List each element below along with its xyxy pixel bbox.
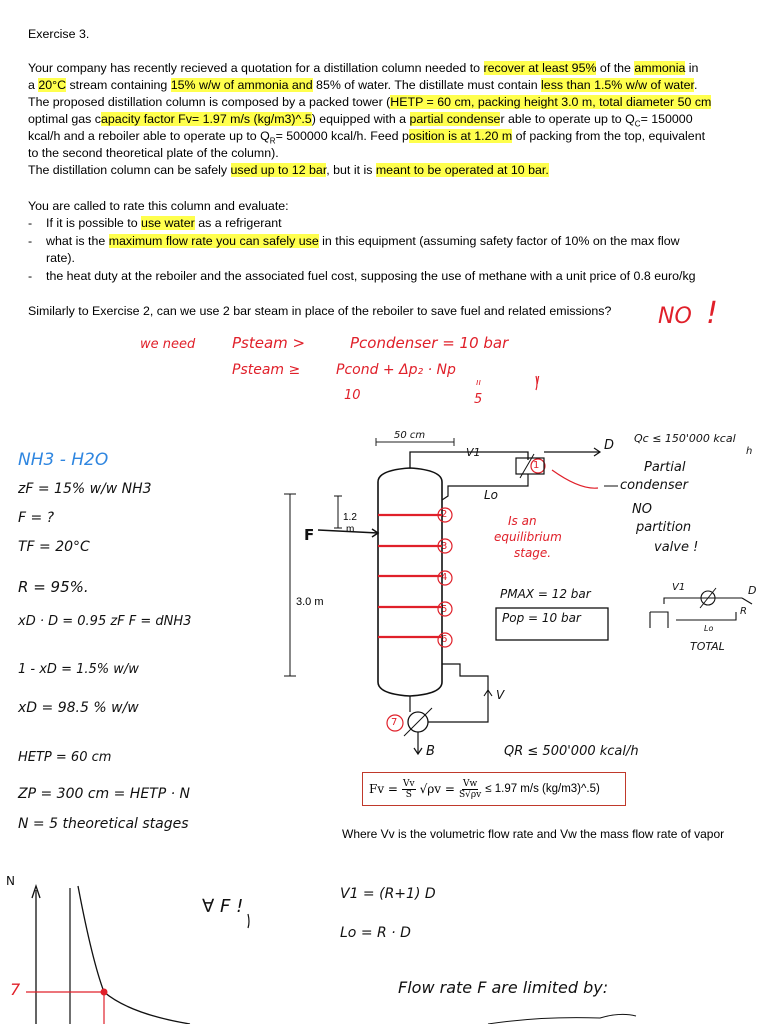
vapour-return-line <box>428 664 488 722</box>
para1-line6: to the second theoretical plate of the column). <box>28 146 279 160</box>
qc-limit: Qc ≤ 150'000 kcal <box>634 432 736 445</box>
para1-line4: optimal gas capacity factor Fv= 1.97 m/s (kg/m3)^.5) equipped with a partial condenser able to operate up to $Q_C= 150000$ <box>28 112 693 129</box>
valve-stem <box>700 588 716 608</box>
equilibrium-note-1: Is an <box>508 514 537 528</box>
bullet-2-cont: rate). <box>46 251 75 265</box>
bottoms-arrow <box>414 748 422 754</box>
fraction-vv-s: $\frac{Vv}{S}$ <box>402 778 415 800</box>
system-label: NH3 - H2O <box>18 450 109 470</box>
xd-value: xD = 98.5 % w/w <box>18 700 139 716</box>
stage-2-number: 2 <box>441 509 448 520</box>
qr-limit: QR ≤ 500'000 kcal/h <box>504 744 639 759</box>
fraction-vw: $\frac{Vw}{S√\rho v}$ <box>458 778 482 800</box>
vapor-label: V <box>496 688 505 702</box>
for-all-mark <box>248 914 249 928</box>
distillate-arrow <box>594 448 600 456</box>
para1-line3: The proposed distillation column is composed by a packed tower (HETP = 60 cm, packing height 3.0 m, total diameter 50 cm <box>28 95 712 109</box>
xd-equation: xD · D = 0.95 zF F = dNH3 <box>18 614 192 629</box>
diameter-label: 50 cm <box>394 430 426 441</box>
packing-height-dimension <box>284 494 296 676</box>
feed-unknown: F = ? <box>18 510 55 526</box>
relation2-mark: ı <box>536 372 540 388</box>
para2-intro: You are called to rate this column and evaluate: <box>28 199 289 213</box>
bottom-partial-line <box>488 1014 636 1024</box>
equilibrium-note-3: stage. <box>514 546 552 560</box>
feed-arrow <box>372 529 378 537</box>
qc-unit: h <box>746 446 753 457</box>
equilibrium-arrow <box>552 470 598 488</box>
total-column-top <box>650 612 668 628</box>
relation1-right: Pcondenser = 10 bar <box>350 334 509 352</box>
stage-1-number: 1 <box>533 460 540 471</box>
stage-6-number: 6 <box>441 634 448 645</box>
axis-n-label: N <box>6 874 15 888</box>
no-answer: NO <box>658 304 692 329</box>
one-minus-xd: 1 - xD = 1.5% w/w <box>18 662 139 677</box>
relation2-ten: 10 <box>344 388 361 403</box>
bullet-3: the heat duty at the reboiler and the associated fuel cost, supposing the use of methane with a unit price of 0.8 euro/kg <box>46 269 696 283</box>
formula-note: Where Vv is the volumetric flow rate and Vw the mass flow rate of vapor <box>342 827 725 841</box>
total-reflux <box>676 612 736 620</box>
vapour-arrow <box>484 690 492 696</box>
db-label: D <box>748 584 757 597</box>
distillate-label: D <box>604 438 615 453</box>
feed-label: F <box>304 526 315 544</box>
zp-equation: ZP = 300 cm = HETP · N <box>18 786 190 802</box>
formula-fv: Fv = <box>369 782 398 796</box>
stage-lines <box>378 515 442 637</box>
partial-label: Partial <box>644 460 686 475</box>
height-12-b: m <box>346 524 355 535</box>
para1-line2: a 20°C stream containing 15% w/w of ammonia and 85% of water. The distillate must contain less than 1.5% w/w of water. <box>28 78 698 92</box>
pop-value: Pop = 10 bar <box>502 611 581 625</box>
lo-label: Lo <box>484 488 499 502</box>
rb-label: R <box>740 606 747 617</box>
lo-equation: Lo = R · D <box>340 925 411 941</box>
total-condenser-valve <box>701 591 715 605</box>
recovery-value: R = 95%. <box>18 578 89 596</box>
capacity-factor-formula <box>362 772 626 806</box>
v1b-label: V1 <box>672 582 686 593</box>
graph-curve <box>78 886 190 1024</box>
para3: Similarly to Exercise 2, can we use 2 bar steam in place of the reboiler to save fuel and related emissions? <box>28 304 612 318</box>
relation2-five: 5 <box>474 392 483 407</box>
lob-label: Lo <box>704 624 714 633</box>
axis-7-label: 7 <box>10 980 21 999</box>
relation2-left: Psteam ≥ <box>232 362 301 378</box>
no-label: NO <box>632 502 652 517</box>
relation2-equals: ıı <box>476 378 482 388</box>
equilibrium-note-2: equilibrium <box>494 530 562 544</box>
tf-value: TF = 20°C <box>18 539 90 555</box>
height-12-a: 1.2 <box>343 512 357 523</box>
valve-label: valve ! <box>654 540 699 555</box>
reboiler-coil <box>404 708 432 736</box>
bullet-dash-2: - <box>28 234 33 248</box>
exclamation-mark: ! <box>706 296 719 331</box>
feed-height-dimension <box>334 496 342 528</box>
hetp-value: HETP = 60 cm <box>18 750 112 765</box>
v1-equation: V1 = (R+1) D <box>340 886 436 902</box>
for-all-f-note: ∀ F ! <box>202 896 244 917</box>
relation1-left: Psteam > <box>232 334 306 352</box>
flow-limited-note: Flow rate F are limited by: <box>398 978 609 997</box>
condenser-label: condenser <box>620 478 688 493</box>
bullet-2: what is the maximum flow rate you can safely use in this equipment (assuming safety factor of 10% on the max flow <box>46 234 680 248</box>
graph-n7-point <box>101 989 108 996</box>
n-stages: N = 5 theoretical stages <box>18 816 189 832</box>
we-need-note: we need <box>140 337 196 352</box>
exercise-title: Exercise 3. <box>28 27 90 41</box>
para1-line7: The distillation column can be safely used up to 12 bar, but it is meant to be operated at 10 bar. <box>28 163 549 177</box>
formula-rho: √ρv = <box>419 782 455 796</box>
para1-line1: Your company has recently recieved a quotation for a distillation column needed to recover at least 95% of the ammonia in <box>28 61 699 75</box>
height-30: 3.0 m <box>296 596 324 608</box>
partial-condenser <box>516 458 544 474</box>
stage-4-number: 4 <box>441 572 448 583</box>
partition-label: partition <box>636 520 692 535</box>
bullet-dash-3: - <box>28 269 33 283</box>
zf-value: zF = 15% w/w NH3 <box>18 481 152 497</box>
stage-7-number: 7 <box>391 717 398 728</box>
para1-line5: kcal/h and a reboiler able to operate up to $Q_R= 500000$ kcal/h. Feed position is at 1.20 m of packing from the top, equivalent <box>28 129 706 146</box>
column-shell <box>378 468 442 696</box>
formula-limit: ≤ 1.97 m/s (kg/m3)^.5) <box>485 783 600 795</box>
bullet-dash-1: - <box>28 216 33 230</box>
pmax-value: PMAX = 12 bar <box>500 587 591 601</box>
total-d-line <box>742 598 752 604</box>
stage-5-number: 5 <box>441 604 448 615</box>
relation2-right: Pcond + Δp₂ · Np <box>336 362 456 378</box>
v1-label: V1 <box>466 446 481 459</box>
stage-3-number: 3 <box>441 541 448 552</box>
reboiler <box>408 712 428 732</box>
graph-y-axis <box>32 886 40 1024</box>
condenser-coil <box>520 454 534 478</box>
bullet-1: If it is possible to use water as a refrigerant <box>46 216 282 230</box>
total-condenser-vapour <box>664 598 742 604</box>
bottoms-label: B <box>426 744 435 759</box>
total-condenser-label: TOTAL <box>690 640 725 653</box>
